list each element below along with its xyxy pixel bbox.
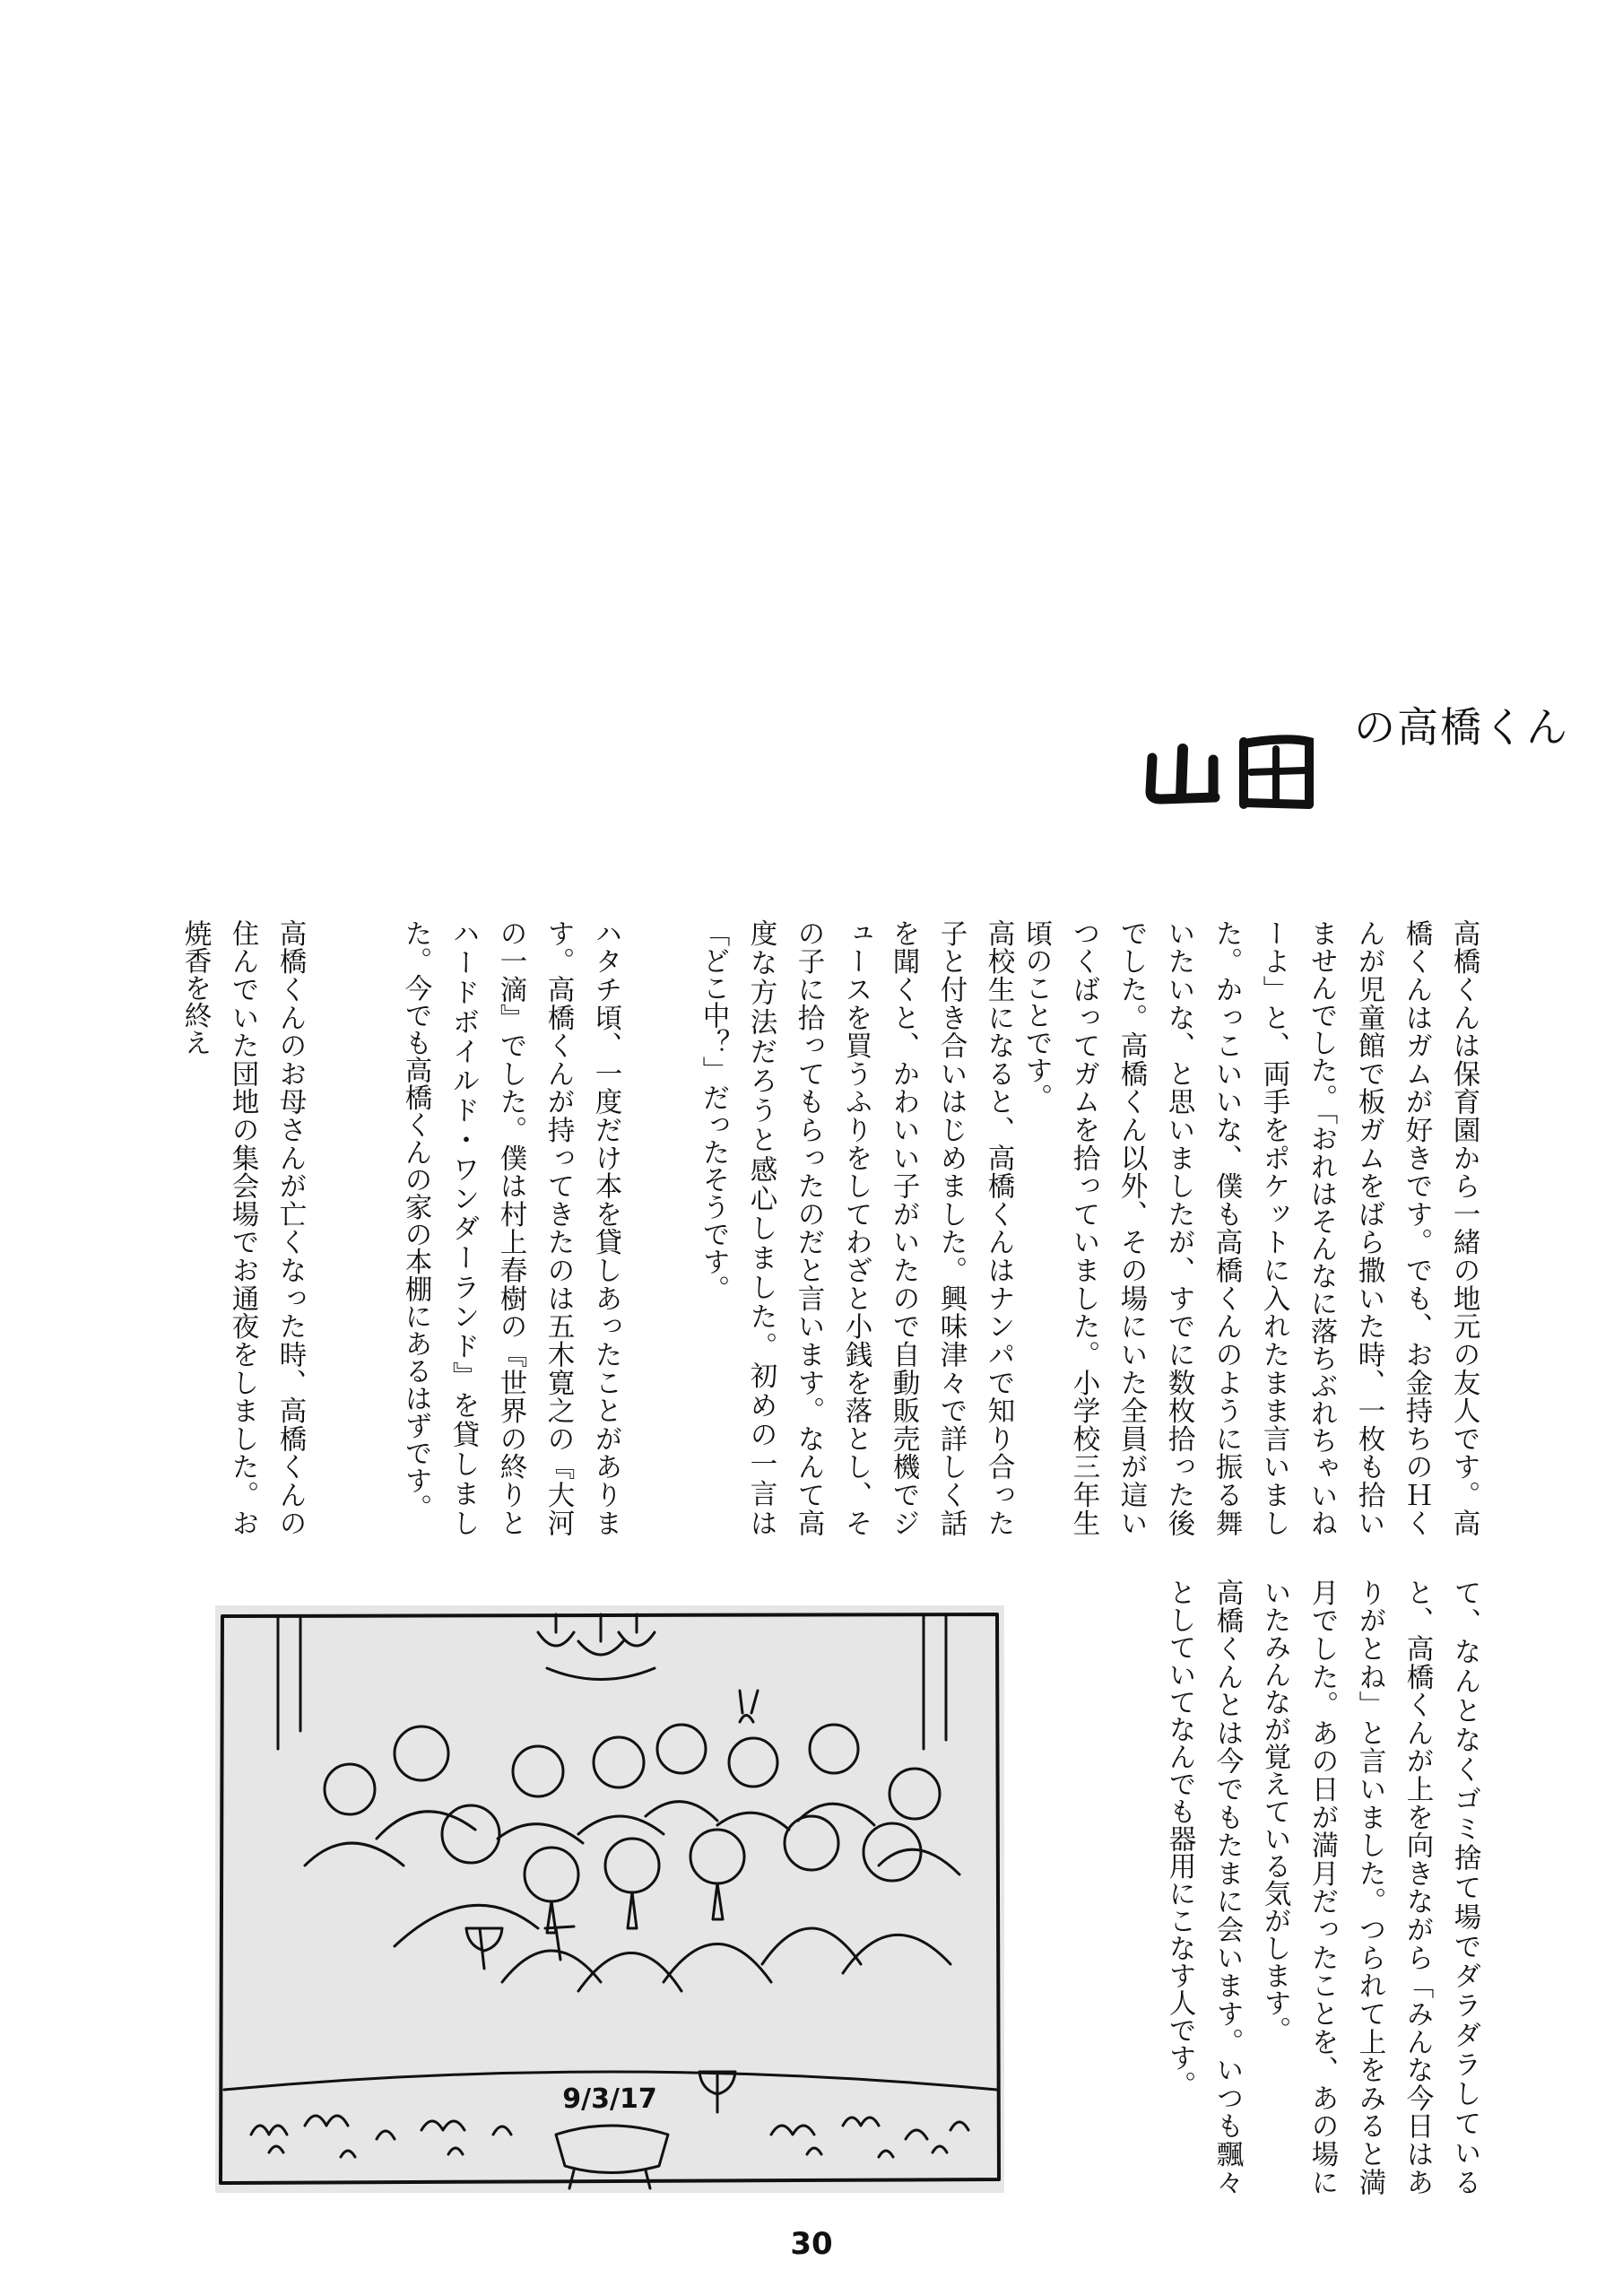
paragraph-funeral-continued: て、なんとなくゴミ捨て場でダラダラしていると、高橋くんが上を向きながら「みんな今日はありがとね」と言いました。つられて上をみると満月でした。あの日が満月だったことを、あの場にいたみんなが覚えている気がします。 高橋くんとは今でもたまに会います。いつも飄々としていてなんでも器用にこなす人です。 — [1164, 1578, 1480, 2196]
page-number: 30 — [790, 2226, 833, 2262]
cake-text: 9/3/17 — [562, 2083, 657, 2115]
paragraph-funeral-start: 高橋くんのお母さんが亡くなった時、高橋くんの住んでいた団地の集会場でお通夜をしました。お焼香を終え — [179, 919, 306, 1536]
paragraph-high-school: 高校生になると、高橋くんはナンパで知り合った子と付き合いはじめました。興味津々で詳しく話を聞くと、かわいい子がいたので自動販売機でジュースを買うふりをしてわざと小銭を落とし、その子に拾ってもらったのだと言います。なんて高度な方法だろうと感心しました。初めの一言は「どこ中？」だったそうです。 — [698, 919, 1014, 1536]
paragraph-books: ハタチ頃、一度だけ本を貸しあったことがあります。高橋くんが持ってきたのは五木寛之の『大河の一滴』でした。僕は村上春樹の『世界の終りとハードボイルド・ワンダーランド』を貸しました。今でも高橋くんの家の本棚にあるはずです。 — [400, 919, 621, 1536]
brush-logo-icon — [1125, 722, 1332, 825]
paragraph-childhood: 高橋くんは保育園から一緒の地元の友人です。高橋くんはガムが好きです。でも、お金持ちのＨくんが児童館で板ガムをばら撒いた時、一枚も拾いませんでした。「おれはそんなに落ちぶれちゃいねーよ」と、両手をポケットに入れたまま言いました。かっこいいな、僕も高橋くんのように振る舞いたいな、と思いましたが、すでに数枚拾った後でした。高橋くん以外、その場にいた全員が這いつくばってガムを拾っていました。小学校三年生頃のことです。 — [1020, 919, 1480, 1536]
group-sketch-icon — [215, 1605, 1004, 2193]
title-logo — [1125, 722, 1332, 825]
group-photo-illustration — [215, 1605, 1004, 2193]
title-subtitle: の高橋くん — [1354, 703, 1569, 752]
